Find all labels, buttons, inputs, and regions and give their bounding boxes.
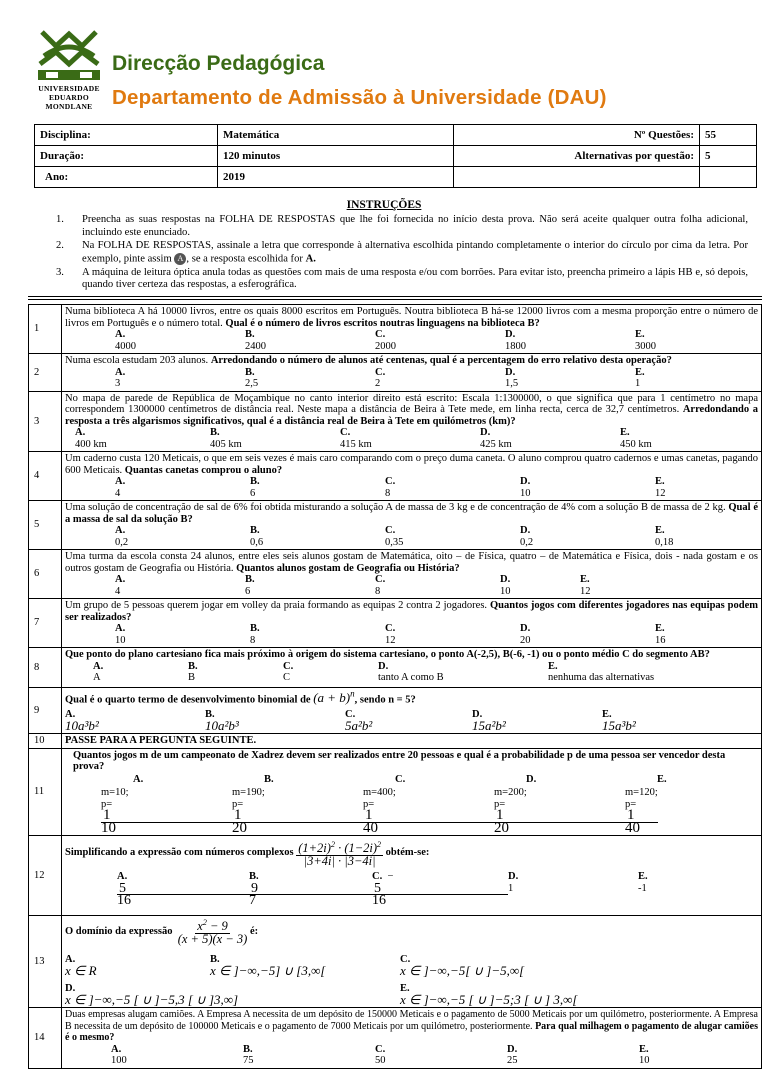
ano-value: 2019: [218, 167, 454, 188]
question-row: 5 Uma solução de concentração de sal de 6% foi obtida misturando a solução A de massa de 3 kg e de concentração de 4% com a solução B de massa de 2 kg. Qual é a massa de sal da solução B? A. 0,2 B. 0,6 C. 0,35 D. 0,2 E. 0,18: [29, 501, 762, 550]
question-row: 9 Qual é o quarto termo de desenvolvimento binomial de $(a + b)^n$, sendo n = 5? A. 10a³b² B. 10a²b³ C. 5a²b² D. 15a²b² E. 15a³b²: [29, 688, 762, 734]
question-row: 2 Numa escola estudam 203 alunos. Arredondando o número de alunos até centenas, qual é a percentagem do erro relativo desta operação? A. 3 B. 2,5 C. 2 D. 1,5 E. 1: [29, 354, 762, 392]
duracao-label: Duração:: [35, 146, 218, 167]
disciplina-label: Disciplina:: [35, 125, 218, 146]
university-name: UNIVERSIDADE EDUARDO MONDLANE: [38, 84, 100, 111]
question-row: 3 No mapa de parede de República de Moçambique no canto interior direito está escrito: Escala 1:1300000, o que significa que para 1 centímetro no mapa correspondem 1300000 centímetros de distância real. Neste mapa a distância de Beira à Tete mede, em linha recta, cerca de 32,7 centímetros. Arredondando a resposta a três algarismos significativos, qual é a distância real de Beira à Tete em quilómetros (km)? A. 400 km B. 405 km C. 415 km D. 425 km E. 450 km: [29, 391, 762, 452]
filled-bubble-icon: A: [174, 253, 186, 265]
exam-info-table: [34, 124, 757, 188]
domain-expression: $\frac{x^2 - 9}{(x + 5)(x - 3)}$: [177, 918, 248, 947]
alternativas-label: Alternativas por questão:: [454, 146, 700, 167]
question-row: 10 PASSE PARA A PERGUNTA SEGUINTE.: [29, 734, 762, 749]
university-logo: [36, 28, 102, 84]
nquestoes-label: Nº Questões:: [454, 125, 700, 146]
instructions-title: INSTRUÇÕES: [346, 199, 422, 211]
question-row: 6 Uma turma da escola consta 24 alunos, entre eles seis alunos gostam de Matemática, oito – de Física, quatro – de Matemática e Física, dois - nada gostam e os outros gostam de Geografia ou História. Quantos alunos gostam de Geografia ou História? A. 4 B. 6 C. 8 D. 10 E. 12: [29, 550, 762, 599]
divider: [28, 299, 762, 300]
empty-cell: [700, 167, 757, 188]
directorate-title: Direcção Pedagógica: [112, 52, 325, 75]
alternativas-value: 5: [700, 146, 757, 167]
question-row: 1 Numa biblioteca A há 10000 livros, entre os quais 8000 escritos em Português. Noutra biblioteca B há-se 12000 livros com a mesma proporção entre o número de livros em Português e o número total. Qual é o número de livros escritos noutras linguagens na biblioteca B? A. 4000 B. 2400 C. 2000 D. 1800 E. 3000: [29, 305, 762, 354]
disciplina-value: Matemática: [218, 125, 454, 146]
empty-cell: [454, 167, 700, 188]
instruction-item: 3. A máquina de leitura óptica anula todas as questões com mais de uma resposta e/ou com borrões. Para evitar isto, preencha primeiro a lápis HB e, só depois, quando tiver certeza das respostas, a esferográfica.: [56, 266, 748, 291]
divider: [28, 296, 762, 297]
question-row: 4 Um caderno custa 120 Meticais, o que em seis vezes é mais caro comparando com o preço duma caneta. O aluno comprou quatro cadernos e umas canetas, pagando 600 Meticais. Quantas canetas comprou o aluno? A. 4 B. 6 C. 8 D. 10 E. 12: [29, 452, 762, 501]
question-row: 13 O domínio da expressão $\frac{x^2 - 9}{(x + 5)(x - 3)}$ é: A. x ∈ R B. x ∈ ]−∞,−5] ∪ [3,∞[ C. x ∈ ]−∞,−5[ ∪ ]−5,∞[ D. x ∈ ]−∞,−5 [ ∪ ]−5,3 [ ∪ ]3,∞] E. x ∈ ]−∞,−5 [ ∪ ]−5;3 [ ∪ ] 3,∞[: [29, 916, 762, 1008]
question-row: 12 Simplificando a expressão com números complexos $\frac{(1+2i)^2 \cdot (1-2i)^2}{|3+4i| \cdot |3-4i|}$ obtém-se: A. 5 16 B. 9 7 C. − 5 16 D. 1 E. -1: [29, 836, 762, 916]
question-row: 7 Um grupo de 5 pessoas querem jogar em volley da praia formando as equipas 2 contra 2 jogadores. Quantos jogos com diferentes jogadores nas equipas podem ser realizados? A. 10 B. 8 C. 12 D. 20 E. 16: [29, 599, 762, 648]
question-row: 11 Quantos jogos m de um campeonato de Xadrez devem ser realizados entre 20 pessoas e qual é a probabilidade p de uma pessoa ser vencedor desta prova? A. B. C. D. E. m=10; p= 1 10 m=190; p= 1 20 m=400; p= 1 40 m=200; p= 1 20 m=120; p= 1 40: [29, 748, 762, 836]
question-row: 8 Que ponto do plano cartesiano fica mais próximo à origem do sistema cartesiano, o ponto A(-2,5), B(-6, -1) ou o ponto médio C do segmento AB? A. A B. B C. C D. tanto A como B E. nenhuma das alternativas: [29, 648, 762, 688]
questions-table: [28, 304, 762, 1069]
ano-label: Ano:: [35, 167, 218, 188]
question-row: 14 Duas empresas alugam camiões. A Empresa A necessita de um depósito de 150000 Meticais e o pagamento de 5000 Meticais por um quilómetro, posteriormente. A Empresa B necessita de um depósito de 100000 Meticais e o pagamento de 7000 Meticais por um quilómetro, posteriormente. Para qual milhagem o pagamento de alugar camiões é o mesmo? A. 100 B. 75 C. 50 D. 25 E. 10: [29, 1008, 762, 1069]
instruction-item: 1. Preencha as suas respostas na FOLHA DE RESPOSTAS que lhe foi fornecida no início desta prova. Não será aceite qualquer outra folha adicional, incluindo este enunciado.: [56, 214, 748, 238]
nquestoes-value: 55: [700, 125, 757, 146]
instructions: [56, 214, 748, 293]
binomial-expression: $(a + b)^n$: [313, 689, 355, 706]
complex-expression: $\frac{(1+2i)^2 \cdot (1-2i)^2}{|3+4i| \cdot |3-4i|}$: [298, 840, 382, 868]
instruction-item: 2. Na FOLHA DE RESPOSTAS, assinale a letra que corresponde à alternativa escolhida pintando completamente o interior do círculo por cima da letra. Por exemplo, pinte assim A , se a resposta escolhida for A.: [56, 240, 748, 265]
duracao-value: 120 minutos: [218, 146, 454, 167]
department-title: Departamento de Admissão à Universidade (DAU): [112, 86, 607, 109]
